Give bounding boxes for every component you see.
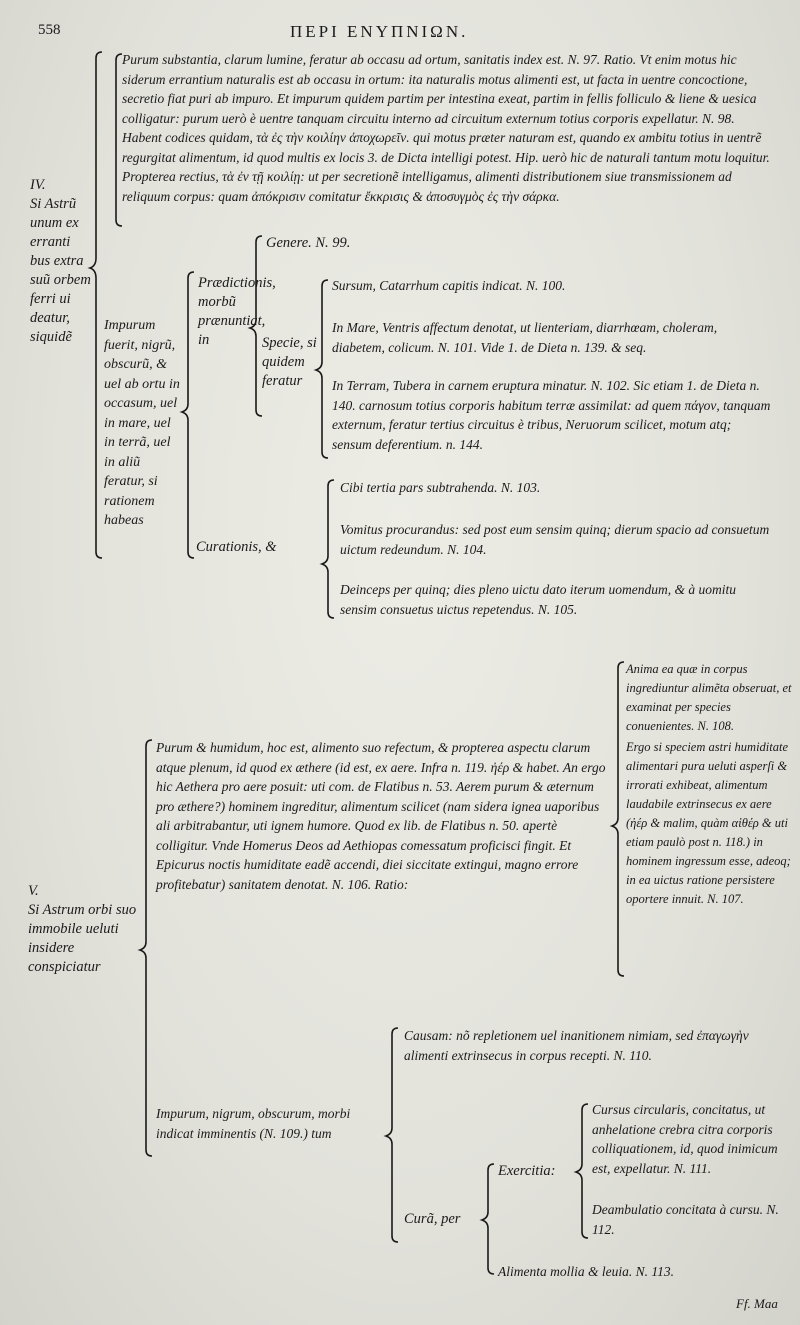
bracket-v-main <box>140 740 152 1156</box>
v-impurum: Impurum, nigrum, obscurum, morbi indicat imminentis (N. 109.) tum <box>156 1106 351 1141</box>
bracket-v-ratio <box>612 662 624 976</box>
iv-impurum-label: Impurum fuerit, nigrũ, obscurũ, & uel ab ortu in occasum, uel in mare, uel in terrã, uel in aliũ feratur, si rationem habeas <box>104 318 180 528</box>
iv-curationis-label: Curationis, & <box>196 539 277 555</box>
v-exercitia-label: Exercitia: <box>498 1163 556 1179</box>
v-cursus: Cursus circularis, concitatus, ut anhelatione crebra citra corporis colliquationem, id, quod inimicum est, expellatur. N. 111. <box>592 1102 778 1176</box>
bracket-v-impurum <box>386 1028 398 1242</box>
v-anima: Anima ea quæ in corpus ingrediuntur alimẽta obseruat, et examinat per species conuenientes. N. 108. <box>626 662 792 733</box>
page-number: 558 <box>38 22 61 38</box>
v-causam: Causam: nõ repletionem uel inanitionem nimiam, sed ἐπαγωγὴν alimenti extrinsecus in corpus recepti. N. 110. <box>404 1028 749 1063</box>
v-purum-text: Purum & humidum, hoc est, alimento suo refectum, & propterea aspectu clarum atque plenum, id quod ex æthere (id est, ex aere. Infra n. 119. ἠέρ & habet. An ergo hic Aethera pro aere posuit: uti com. de Flatibus n. 53. Aerem purum & æternum pro æthere?) hominem ingreditur, alimentum scilicet (nam sidera ignea uaporibus ali arbitrabantur, uti ignem humore. Quod ex lib. de Flatibus n. 50. apertè colligitur. Vnde Homerus Deos ad Aethiopas comessatum proficisci fingit. Et Epicurus noctis humiditate eadẽ accendi, diei siccitate extingui, magno errore profitebatur) sanitatem denotat. N. 106. Ratio: <box>156 740 606 892</box>
section-iv-label: IV. Si Astrũ unum ex erranti bus extra suũ orbem ferri ui deatur, siquidẽ <box>30 177 91 345</box>
iv-purum-text: Purum substantia, clarum lumine, feratur ab occasu ad ortum, sanitatis index est. N. 97. Ratio. Vt enim motus hic siderum errantium naturalis est ab occasu in ortum: ita naturalis motus alimenti est, ut facta in uentre concoctione, secretio fiat puri ab impuro. Et impurum quidem partim per intestina exeat, partim in fellis folliculo & liene & uesica colligatur: purum uerò è uentre tanquam circuitu interno ad circuitum externum totius corporis expellatur. N. 98. Habent codices quidam, τὰ ἐς τὴν κοιλίην ἀποχωρεῖν. qui motus præter naturam est, quando ex ambitu totius in uentrẽ regurgitat alimentum, id quod multis ex locis 3. de Dicta intelligi potest. Hip. uerò hic de naturali tantum motu loquitur. Propterea rectius, τὰ ἐν τῇ κοιλίῃ: ut per secretionẽ intelligamus, alimenti distributionem siue transmissionem ad reliquum corpus: quam ἀπόκρισιν comitatur ἔκκρισις & ἀποσυγμὸς ἐς τὴν σάρκα. <box>122 52 770 204</box>
iv-praedictionis-label: Prædictionis, morbũ prænuntiat, in <box>198 275 276 348</box>
iv-vomitus: Vomitus procurandus: sed post eum sensim quinq; dierum spacio ad consuetum uictum redeundum. N. 104. <box>340 522 770 557</box>
iv-sursum: Sursum, Catarrhum capitis indicat. N. 100. <box>332 278 566 293</box>
iv-in-mare: In Mare, Ventris affectum denotat, ut lienteriam, diarrhœam, choleram, diabetem, colicum. N. 101. Vide 1. de Dieta n. 139. & seq. <box>332 320 718 355</box>
v-deambulatio: Deambulatio concitata à cursu. N. 112. <box>592 1202 779 1237</box>
v-ergo: Ergo si speciem astri humiditate alimentari pura ueluti asperſi & irrorati exhibeat, alimentum laudabile extrinsecus ex aere (ἠέρ & malim, quàm αἰθέρ & uti etiam paulò post n. 118.) in hominem ingressum esse, adeoq; in ea uictus ratione persistere oportere innuit. N. 107. <box>626 740 791 906</box>
iv-cibi: Cibi tertia pars subtrahenda. N. 103. <box>340 480 541 495</box>
iv-in-terram: In Terram, Tubera in carnem eruptura minatur. N. 102. Sic etiam 1. de Dieta n. 140. carnosum totius corporis habitum terræ assimilat: ad quem πάγον, tanquam externum, feratur tertius circuitus è tribus, Neruorum scilicet, motum atq; sensum deferentium. n. 144. <box>332 378 771 452</box>
iv-deinceps: Deinceps per quinq; dies pleno uictu dato iterum uomendum, & à uomitu sensim consuetus uictus repetendus. N. 105. <box>340 582 736 617</box>
v-alimenta: Alimenta mollia & leuia. N. 113. <box>498 1264 674 1279</box>
v-cura-label: Curã, per <box>404 1211 461 1227</box>
iv-specie-label: Specie, si quidem feratur <box>262 335 317 389</box>
signature-mark: Ff. Maa <box>736 1296 778 1311</box>
running-title: ΠΕΡΙ ΕΝΥΠΝΙΩΝ. <box>290 22 469 41</box>
iv-genere: Genere. N. 99. <box>266 235 351 251</box>
section-v-label: V. Si Astrum orbi suo immobile ueluti insidere conspiciatur <box>28 883 137 975</box>
